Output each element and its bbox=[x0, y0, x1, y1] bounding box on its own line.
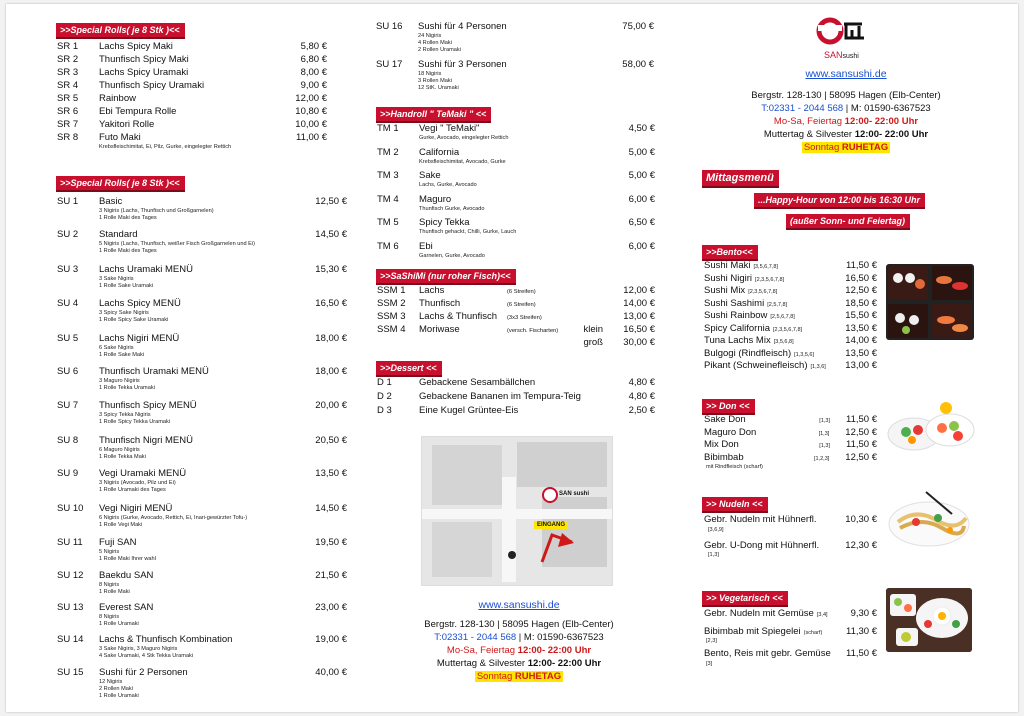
menu-item: Bento, Reis mit gebr. Gemüse 11,50 € bbox=[704, 648, 877, 659]
menu-item: Spicy California [2,3,5,6,7,8] 13,50 € bbox=[704, 322, 877, 334]
closed-day: Sonntag RUHETAG bbox=[803, 142, 889, 153]
menu-item: SU 1 Basic 12,50 € 3 Nigiris (Lachs, Thunfisch und Großgarnelen) 1 Rolle Maki des Tages bbox=[57, 196, 347, 221]
sushi-sets-list bbox=[57, 190, 347, 710]
phone-line: T:02331 - 2044 568 | M: 01590-6367523 bbox=[761, 103, 931, 114]
sushi-sets-header: >>Special Rolls( je 8 Stk )<< bbox=[56, 176, 185, 192]
menu-item: TM 4 Maguro 6,00 € Thunfisch Gurke, Avocado bbox=[377, 193, 655, 212]
menu-item: SU 3 Lachs Uramaki MENÜ 15,30 € 3 Sake Nigiris 1 Rolle Sake Uramaki bbox=[57, 264, 347, 289]
dessert-header: >>Dessert << bbox=[376, 361, 442, 377]
map-logo-text: SAN sushi bbox=[559, 491, 590, 497]
menu-item: TM 3 Sake 5,00 € Lachs, Gurke, Avocado bbox=[377, 170, 655, 188]
menu-item: TM 6 Ebi 6,00 € Garnelen, Gurke, Avocado bbox=[377, 240, 655, 259]
menu-item: Bibimbab [1,2,3] 12,50 € bbox=[704, 451, 877, 463]
special-rolls-list bbox=[57, 40, 327, 151]
nudeln-list: Gebr. Nudeln mit Hühnerfl. 10,30 € [3,6,9] Gebr. U-Dong mit Hühnerfl. 12,30 € [1,3] bbox=[704, 514, 877, 558]
menu-item: SR 1 Lachs Spicy Maki 5,80 € bbox=[57, 41, 327, 52]
menu-item: Sake Don [1,3] 11,50 € bbox=[704, 414, 877, 425]
column-right bbox=[696, 4, 996, 712]
menu-item: SU 7 Thunfisch Spicy MENÜ 20,00 € 3 Spicy Tekka Nigiris 1 Rolle Spicy Tekka Uramaki bbox=[57, 400, 347, 425]
menu-item: Sushi Nigiri [2,3,5,6,7,8] 16,50 € bbox=[704, 272, 877, 284]
don-list bbox=[704, 414, 877, 471]
menu-item: Sushi Maki [3,5,6,7,8] 11,50 € bbox=[704, 260, 877, 271]
sashimi-list bbox=[377, 284, 655, 349]
bento-photo bbox=[886, 264, 974, 340]
menu-item: Pikant (Schweinefleisch) [1,3,6] 13,00 € bbox=[704, 360, 877, 371]
menu-item: SR 3 Lachs Spicy Uramaki 8,00 € bbox=[57, 67, 327, 78]
menu-item: SR 6 Ebi Tempura Rolle 10,80 € bbox=[57, 106, 327, 117]
brand-name: SAN bbox=[824, 50, 843, 60]
menu-item: SU 13 Everest SAN 23,00 € 8 Nigiris 1 Rolle Uramaki bbox=[57, 602, 347, 627]
menu-item: SU 9 Vegi Uramaki MENÜ 13,50 € 3 Nigiris (Avocado, Pilz und Ei) 1 Rolle Uramaki des Tages bbox=[57, 468, 347, 493]
dessert-list bbox=[377, 376, 655, 418]
menu-item: SU 16 Sushi für 4 Personen 75,00 € bbox=[376, 21, 654, 32]
menu-item: SSM 2 Thunfisch (6 Streifen) 14,00 € bbox=[377, 298, 655, 309]
logo-icon bbox=[814, 14, 874, 50]
menu-item: Gebr. Nudeln mit Gemüse [3,4] 9,30 € bbox=[704, 608, 877, 619]
menu-item: SU 2 Standard 14,50 € 5 Nigiris (Lachs, Thunfisch, weißer Fisch Großgarnelen und Ei) 1 Rolle Maki des Tages bbox=[57, 229, 347, 254]
special-hours: Muttertag & Silvester 12:00- 22:00 Uhr bbox=[436, 658, 602, 669]
handroll-header: >>Handroll " TeMaki " << bbox=[376, 107, 491, 123]
website-link[interactable]: www.sansushi.de bbox=[478, 599, 560, 611]
phone-number[interactable]: 02331 - 2044 568 bbox=[768, 103, 844, 114]
phone-number[interactable]: 02331 - 2044 568 bbox=[441, 632, 517, 643]
menu-item: SR 7 Yakitori Rolle 10,00 € bbox=[57, 119, 327, 130]
menu-item: Bulgogi (Rindfleisch) [1,3,5,6] 13,50 € bbox=[704, 347, 877, 359]
special-hours: Muttertag & Silvester 12:00- 22:00 Uhr bbox=[763, 129, 929, 140]
menu-item: Gebr. U-Dong mit Hühnerfl. 12,30 € bbox=[704, 539, 877, 551]
menu-item: SU 4 Lachs Spicy MENÜ 16,50 € 3 Spicy Sake Nigiris 1 Rolle Spicy Sake Uramaki bbox=[57, 298, 347, 323]
menu-item: Sushi Mix [2,3,5,6,7,8] 12,50 € bbox=[704, 285, 877, 296]
bento-list bbox=[704, 260, 877, 373]
menu-item: Maguro Don [1,3] 12,50 € bbox=[704, 426, 877, 438]
vegetarisch-header: >> Vegetarisch << bbox=[702, 591, 788, 607]
sushi-sets-continued: SU 16 Sushi für 4 Personen 75,00 € 24 Nigiris 4 Rollen Maki 2 Rollen Uramaki SU 17 Sushi für 3 Personen 58,00 € 18 Nigiris 3 Rollen Maki 12 StK. Uramaki bbox=[376, 21, 654, 91]
happy-hour: ...Happy-Hour von 12:00 bis 16:30 Uhr bbox=[754, 193, 925, 209]
menu-page bbox=[6, 4, 1018, 712]
menu-item: Gebr. Nudeln mit Hühnerfl. 10,30 € bbox=[704, 514, 877, 525]
menu-item: Sushi Rainbow [2,5,6,7,8] 15,50 € bbox=[704, 310, 877, 321]
contact-block-middle bbox=[374, 599, 664, 683]
menu-item: SU 12 Baekdu SAN 21,50 € 8 Nigiris 1 Rolle Maki bbox=[57, 570, 347, 595]
menu-item: SR 4 Thunfisch Spicy Uramaki 9,00 € bbox=[57, 80, 327, 91]
nudeln-photo bbox=[886, 488, 972, 554]
menu-item: TM 1 Vegi " TeMaki" 4,50 € Gurke, Avocado, eingelegter Rettich bbox=[377, 123, 655, 141]
menu-item: SU 17 Sushi für 3 Personen 58,00 € bbox=[376, 59, 654, 70]
menu-item: D 1 Gebackene Sesambällchen 4,80 € bbox=[377, 377, 655, 388]
menu-item: SSM 3 Lachs & Thunfisch (3x3 Streifen) 13,00 € bbox=[377, 311, 655, 322]
closed-day: Sonntag RUHETAG bbox=[476, 671, 562, 682]
website-link[interactable]: www.sansushi.de bbox=[805, 68, 887, 80]
menu-item: SU 14 Lachs & Thunfisch Kombination 19,00 € 3 Sake Nigiris, 3 Maguro Nigiris 4 Sake Uramaki, 4 Stk Tekka Uramaki bbox=[57, 634, 347, 659]
address: Bergstr. 128-130 | 58095 Hagen (Elb-Center) bbox=[751, 90, 941, 101]
vegetarisch-list: Gebr. Nudeln mit Gemüse [3,4] 9,30 € Bibimbab mit Spiegelei (scharf) 11,30 € [2,3] Bento, Reis mit gebr. Gemüse 11,50 € [3] bbox=[704, 608, 877, 667]
menu-item: SU 6 Thunfisch Uramaki MENÜ 18,00 € 3 Maguro Nigiris 1 Rolle Tekka Uramaki bbox=[57, 366, 347, 391]
item-note: Krebsfleischimitat, Ei, Pilz, Gurke, eingelegter Rettich bbox=[99, 144, 232, 150]
don-header: >> Don << bbox=[702, 399, 755, 415]
menu-item: SR 2 Thunfisch Spicy Maki 6,80 € bbox=[57, 54, 327, 65]
menu-item: SSM 1 Lachs (6 Streifen) 12,00 € bbox=[377, 285, 655, 296]
mittag-title: Mittagsmenü bbox=[702, 170, 779, 188]
address: Bergstr. 128-130 | 58095 Hagen (Elb-Center) bbox=[424, 619, 614, 630]
nudeln-header: >> Nudeln << bbox=[702, 497, 768, 513]
menu-item: D 2 Gebackene Bananen im Tempura-Teig 4,80 € bbox=[377, 391, 655, 402]
mittag-block bbox=[702, 168, 925, 230]
menu-item: SU 15 Sushi für 2 Personen 40,00 € 12 Nigiris 2 Rollen Maki 1 Rolle Uramaki bbox=[57, 667, 347, 699]
opening-hours: Mo-Sa, Feiertag 12:00- 22:00 Uhr bbox=[773, 116, 919, 127]
vegetarisch-photo bbox=[886, 588, 972, 652]
menu-item: SR 5 Rainbow 12,00 € bbox=[57, 93, 327, 104]
opening-hours: Mo-Sa, Feiertag 12:00- 22:00 Uhr bbox=[446, 645, 592, 656]
brand-logo: SANsushi bbox=[796, 14, 896, 64]
menu-item: Mix Don [1,3] 11,50 € bbox=[704, 439, 877, 450]
mittag-exception: (außer Sonn- und Feiertag) bbox=[786, 214, 910, 230]
menu-item: Sushi Sashimi [2,5,7,8] 18,50 € bbox=[704, 297, 877, 309]
entrance-label: EINGANG bbox=[534, 521, 568, 529]
menu-item: groß 30,00 € bbox=[583, 337, 655, 348]
contact-block-right bbox=[696, 68, 996, 154]
menu-item: SSM 4 Moriwase (versch. Fischarten) klein 16,50 € bbox=[377, 324, 655, 335]
menu-item: SU 8 Thunfisch Nigri MENÜ 20,50 € 6 Maguro Nigiris 1 Rolle Tekka Maki bbox=[57, 435, 347, 460]
menu-item: SU 5 Lachs Nigiri MENÜ 18,00 € 6 Sake Nigiris 1 Rolle Sake Maki bbox=[57, 333, 347, 358]
menu-item: D 3 Eine Kugel Grüntee-Eis 2,50 € bbox=[377, 405, 655, 416]
column-left bbox=[46, 4, 347, 712]
menu-item: TM 2 California 5,00 € Krebsfleischimitat, Avocado, Gurke bbox=[377, 146, 655, 165]
menu-item: SU 10 Vegi Nigiri MENÜ 14,50 € 6 Nigiris (Gurke, Avocado, Rettich, Ei, Inari-gewürzter Tofu-) 1 Rolle Vegi Maki bbox=[57, 503, 347, 528]
map-graphic bbox=[422, 437, 613, 586]
location-map[interactable] bbox=[421, 436, 613, 586]
special-rolls-header: >>Special Rolls( je 8 Stk )<< bbox=[56, 23, 185, 39]
menu-item: SU 11 Fuji SAN 19,50 € 5 Nigiris 1 Rolle Maki Ihrer wahl bbox=[57, 537, 347, 562]
phone-line: T:02331 - 2044 568 | M: 01590-6367523 bbox=[434, 632, 604, 643]
handroll-list bbox=[377, 123, 655, 264]
don-photo bbox=[884, 396, 976, 458]
item-note: mit Rindfleisch (scharf) bbox=[706, 464, 763, 470]
sashimi-header: >>SaShiMi (nur roher Fisch)<< bbox=[376, 269, 516, 285]
menu-item: Bibimbab mit Spiegelei (scharf) 11,30 € bbox=[704, 625, 877, 637]
bento-header: >>Bento<< bbox=[702, 245, 758, 261]
menu-item: SR 8 Futo Maki 11,00 € bbox=[57, 132, 327, 143]
column-middle bbox=[374, 4, 664, 712]
menu-item: TM 5 Spicy Tekka 6,50 € Thunfisch gehackt, Chilli, Gurke, Lauch bbox=[377, 217, 655, 235]
menu-item: Tuna Lachs Mix [3,5,6,8] 14,00 € bbox=[704, 335, 877, 346]
